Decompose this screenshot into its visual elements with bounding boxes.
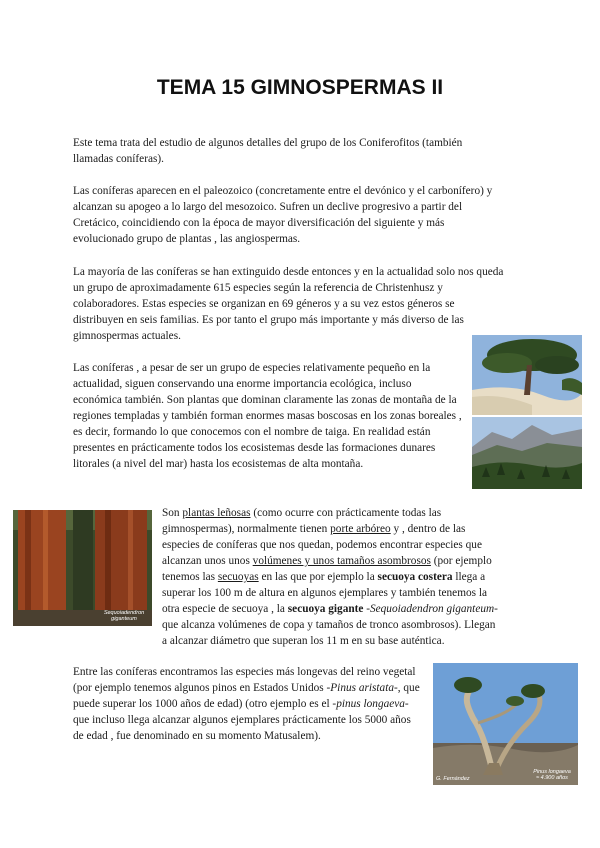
bold-term-giant-sequoia: secuoya gigante [287,603,364,615]
paragraph-history: Las coníferas aparecen en el paleozoico (concretamente entre el devónico y el carbonífero) y alcanzan su apogeo a lo largo del mesozoico. Sufren un declive progresivo a partir del Cretácico, coincidiendo con la época de mayor diversificación del siguiente y más evolucionado grupo de plantas , las angiospermas. [73,185,493,245]
text-run: y , dentro de las especies de coníferas que nos quedan, podemos encontrar especies que alcanzan unos unos [162,523,482,567]
underlined-term-woody: plantas leñosas [182,507,251,519]
underlined-term-tree: porte arbóreo [330,523,391,535]
underlined-term-volumes: volúmenes y unos tamaños asombrosos [252,555,431,567]
italic-species-pinus-aristata: Pinus aristata [330,682,394,694]
underlined-term-sequoias: secuoyas [217,571,259,583]
paragraph-ecology: Las coníferas , a pesar de ser un grupo de especies relativamente pequeño en la actualidad, siguen conservando una enorme importancia ecológica, incluso económica también. Son plantas que dominan claramente las zonas de montaña de la regiones templadas y también forman enormes masas boscosas en los zonas boreales , es decir, formando lo que conocemos con el nombre de taiga. En realidad están presentes en prácticamente todos los ecosistemas desde las formaciones dunares litorales (a nivel del mar) hasta los ecosistemas de alta montaña. [73,362,462,470]
paragraph-longevity [73,664,423,744]
text-run: Son [162,507,183,519]
page-title: TEMA 15 GIMNOSPERMAS II [156,76,444,99]
photo-giant-sequoia [13,510,152,626]
text-run: Entre las coníferas encontramos las especies más longevas del reino vegetal (por ejemplo tenemos algunos pinos en Estados Unidos - [73,666,416,694]
paragraph-size [162,505,502,649]
text-run: (como ocurre con prácticamente todas las gimnospermas), normalmente tienen [162,507,442,535]
text-run: - que incluso llega alcanzar algunos ejemplares prácticamente los 5000 años de edad , fue denominado en su momento Matusalem). [73,698,411,742]
text-run: llega a superar los 100 m de altura en algunos ejemplares y también tenemos la otra especie de secuoya , la [162,571,488,615]
photo-dune-pine [472,335,582,415]
italic-species-name: Sequoiadendron giganteum [370,603,495,615]
bold-term-coast-redwood: secuoya costera [377,571,453,583]
text-run: en las que por ejemplo la [258,571,378,583]
text-run: -, que puede superar los 1000 años de edad) (otro ejemplo es el - [73,682,420,710]
paragraph-diversity: La mayoría de las coníferas se han extinguido desde entonces y en la actualidad solo nos queda un grupo de aproximadamente 615 especies según la referencia de Christenhusz y colaboradores. Estas especies se organizan en 69 géneros y a su vez estos géneros se distribuyen en seis familias. Es por tanto el grupo más importante y más diverso de las gimnospermas actuales. [73,266,504,342]
photo-bristlecone-pine [433,663,578,785]
caption-sequoia: Sequoiadendron giganteum [103,610,145,622]
caption-photo-credit: G. Fernández [436,776,470,782]
caption-bristlecone-age: ≈ 4.900 años [536,775,568,781]
text-run: - [363,603,370,615]
text-run: (por ejemplo tenemos las [162,555,492,583]
italic-species-pinus-longaeva: pinus longaeva [336,698,405,710]
paragraph-intro: Este tema trata del estudio de algunos detalles del grupo de los Coniferofitos (también llamadas coníferas). [73,137,463,165]
caption-bristlecone: Pinus longaeva [533,769,571,775]
text-run: - que alcanza volúmenes de copa y tamaños de tronco asombrosos). Llegan a alcanzar diámetro que superan los 11 m en su base auténtica. [162,603,498,647]
photo-mountain-forest [472,417,582,489]
